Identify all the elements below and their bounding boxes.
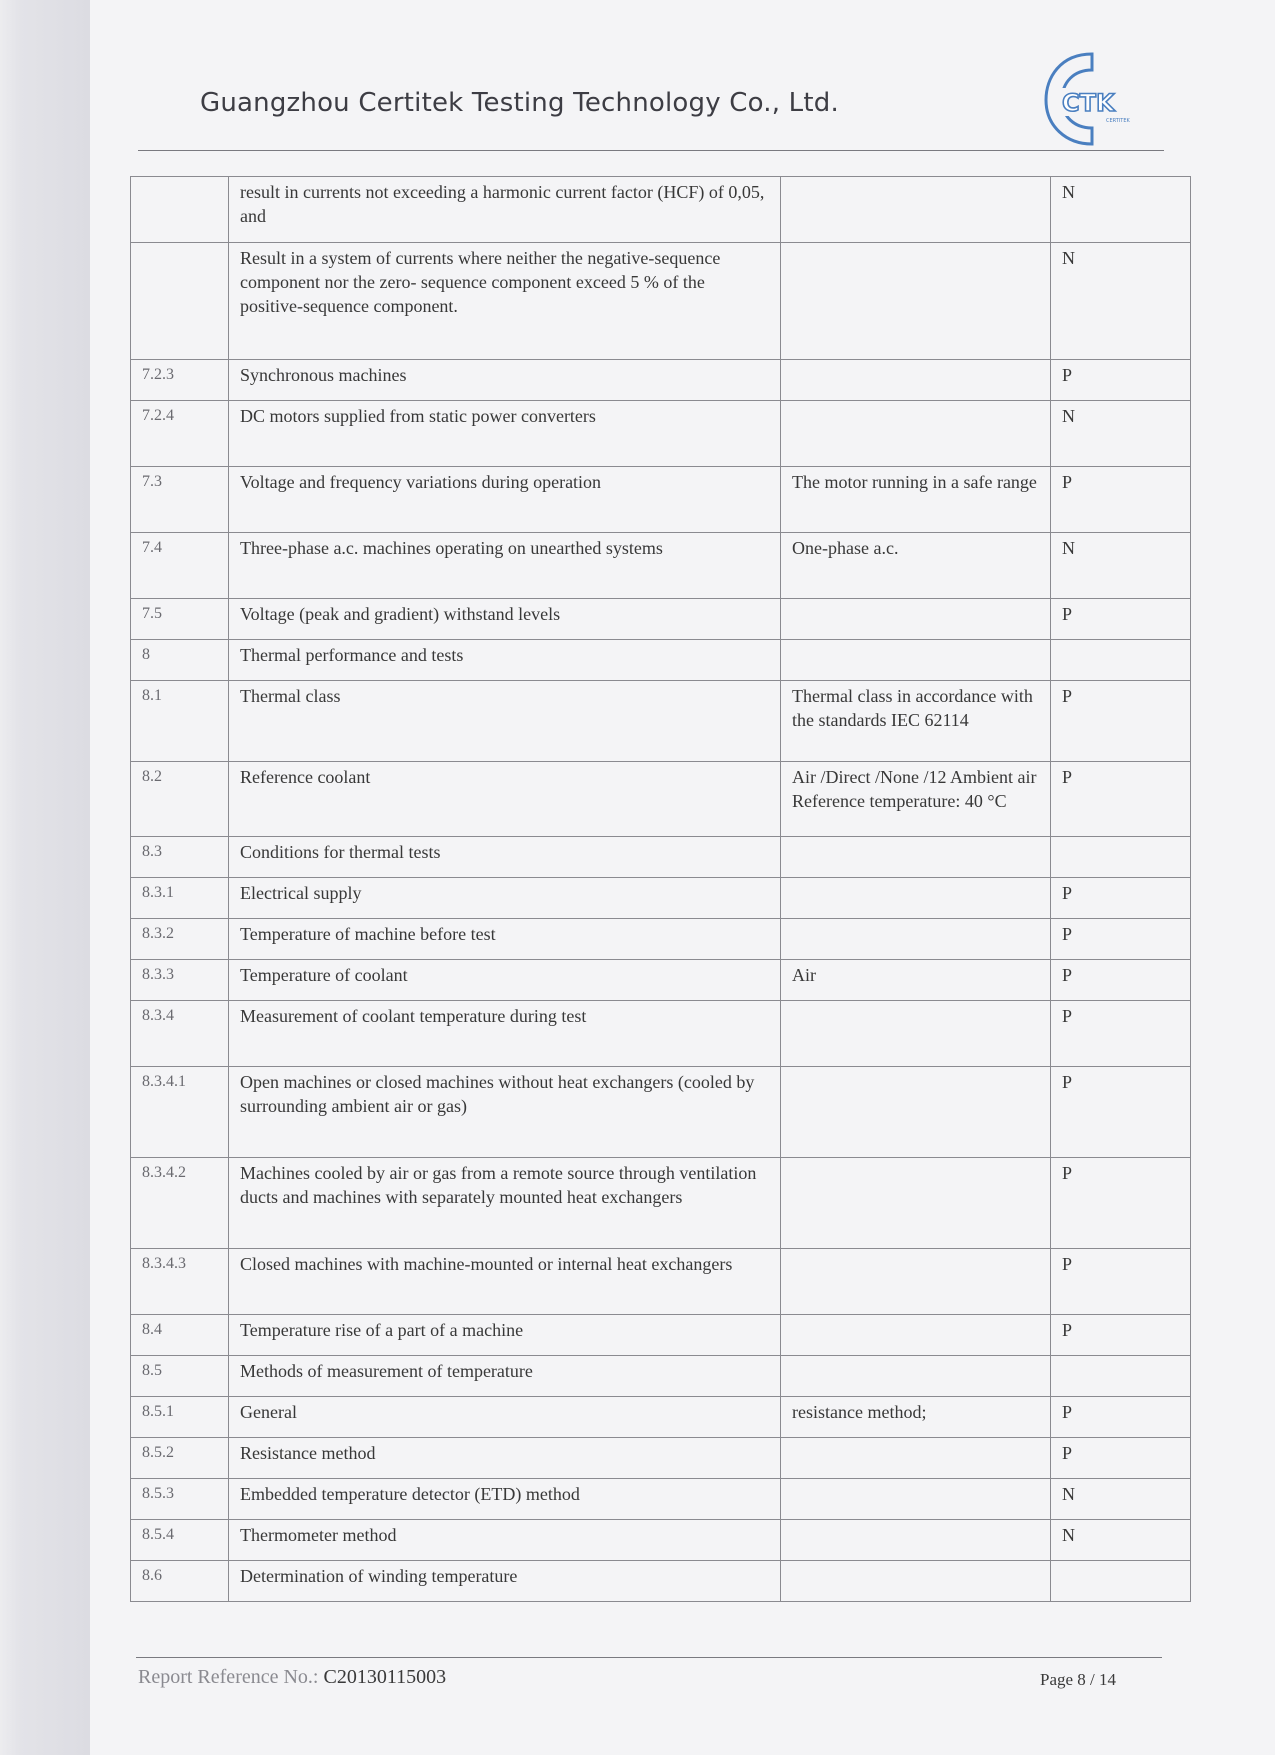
requirement-text: Embedded temperature detector (ETD) method bbox=[229, 1479, 781, 1520]
clause-number: 7.5 bbox=[131, 599, 229, 640]
clause-number: 8.5 bbox=[131, 1356, 229, 1397]
clause-row bbox=[131, 919, 1191, 960]
result-remark bbox=[781, 1520, 1051, 1561]
clause-number: 8.2 bbox=[131, 762, 229, 837]
clause-row bbox=[131, 1249, 1191, 1315]
verdict bbox=[1051, 640, 1191, 681]
result-remark bbox=[781, 1561, 1051, 1602]
requirement-text: Closed machines with machine-mounted or internal heat exchangers bbox=[229, 1249, 781, 1315]
result-remark bbox=[781, 243, 1051, 360]
verdict: P bbox=[1051, 960, 1191, 1001]
verdict: N bbox=[1051, 177, 1191, 243]
result-remark bbox=[781, 1479, 1051, 1520]
result-remark bbox=[781, 1249, 1051, 1315]
logo-text: CTK bbox=[1062, 89, 1115, 117]
clause-number: 8.3.1 bbox=[131, 878, 229, 919]
report-reference-label: Report Reference No.: bbox=[138, 1666, 319, 1688]
result-remark bbox=[781, 919, 1051, 960]
clause-row bbox=[131, 401, 1191, 467]
clause-number: 8 bbox=[131, 640, 229, 681]
requirement-text: Methods of measurement of temperature bbox=[229, 1356, 781, 1397]
result-remark bbox=[781, 1067, 1051, 1158]
requirement-text: Determination of winding temperature bbox=[229, 1561, 781, 1602]
clause-row bbox=[131, 467, 1191, 533]
requirement-text: Three-phase a.c. machines operating on unearthed systems bbox=[229, 533, 781, 599]
verdict: P bbox=[1051, 599, 1191, 640]
requirement-text: Measurement of coolant temperature during test bbox=[229, 1001, 781, 1067]
clause-number: 7.2.4 bbox=[131, 401, 229, 467]
clause-number: 8.3.4.3 bbox=[131, 1249, 229, 1315]
clause-number: 8.6 bbox=[131, 1561, 229, 1602]
report-reference bbox=[138, 1666, 446, 1689]
clause-row bbox=[131, 1438, 1191, 1479]
clause-row bbox=[131, 762, 1191, 837]
result-remark bbox=[781, 177, 1051, 243]
clause-number: 8.3.4 bbox=[131, 1001, 229, 1067]
ctk-logo bbox=[1040, 48, 1150, 150]
clause-row bbox=[131, 1158, 1191, 1249]
verdict: P bbox=[1051, 1158, 1191, 1249]
page-number: Page 8 / 14 bbox=[1040, 1670, 1117, 1689]
company-name: Guangzhou Certitek Testing Technology Co., Ltd. bbox=[200, 88, 839, 118]
header-divider bbox=[138, 150, 1164, 151]
requirement-text: Thermal performance and tests bbox=[229, 640, 781, 681]
verdict: P bbox=[1051, 467, 1191, 533]
result-remark bbox=[781, 360, 1051, 401]
verdict: P bbox=[1051, 1001, 1191, 1067]
verdict: P bbox=[1051, 919, 1191, 960]
verdict bbox=[1051, 837, 1191, 878]
clause-number: 7.2.3 bbox=[131, 360, 229, 401]
verdict: N bbox=[1051, 1520, 1191, 1561]
verdict: P bbox=[1051, 360, 1191, 401]
result-remark bbox=[781, 1356, 1051, 1397]
clause-row bbox=[131, 640, 1191, 681]
verdict: N bbox=[1051, 1479, 1191, 1520]
result-remark bbox=[781, 599, 1051, 640]
clause-row bbox=[131, 1067, 1191, 1158]
footer-divider bbox=[136, 1657, 1162, 1658]
verdict: N bbox=[1051, 243, 1191, 360]
requirement-text: DC motors supplied from static power converters bbox=[229, 401, 781, 467]
requirement-text: result in currents not exceeding a harmonic current factor (HCF) of 0,05, and bbox=[229, 177, 781, 243]
requirement-text: Voltage and frequency variations during operation bbox=[229, 467, 781, 533]
requirement-text: Voltage (peak and gradient) withstand levels bbox=[229, 599, 781, 640]
verdict: P bbox=[1051, 1315, 1191, 1356]
clause-table bbox=[130, 176, 1191, 1602]
result-remark bbox=[781, 1001, 1051, 1067]
requirement-text: General bbox=[229, 1397, 781, 1438]
clause-row bbox=[131, 599, 1191, 640]
result-remark bbox=[781, 401, 1051, 467]
requirement-text: Synchronous machines bbox=[229, 360, 781, 401]
verdict: P bbox=[1051, 681, 1191, 762]
clause-number: 7.3 bbox=[131, 467, 229, 533]
result-remark bbox=[781, 837, 1051, 878]
result-remark bbox=[781, 1438, 1051, 1479]
requirement-text: Thermometer method bbox=[229, 1520, 781, 1561]
result-remark: Air /Direct /None /12 Ambient air Reference temperature: 40 °C bbox=[781, 762, 1051, 837]
requirement-text: Open machines or closed machines without heat exchangers (cooled by surrounding ambient air or gas) bbox=[229, 1067, 781, 1158]
requirement-text: Temperature rise of a part of a machine bbox=[229, 1315, 781, 1356]
clause-row bbox=[131, 960, 1191, 1001]
clause-number: 8.3.3 bbox=[131, 960, 229, 1001]
verdict: N bbox=[1051, 533, 1191, 599]
clause-row bbox=[131, 1520, 1191, 1561]
clause-row bbox=[131, 1315, 1191, 1356]
result-remark: The motor running in a safe range bbox=[781, 467, 1051, 533]
clause-number: 8.5.3 bbox=[131, 1479, 229, 1520]
verdict bbox=[1051, 1356, 1191, 1397]
verdict: P bbox=[1051, 1438, 1191, 1479]
verdict: P bbox=[1051, 878, 1191, 919]
logo-subtext: CERTITEK bbox=[1106, 118, 1130, 124]
requirement-text: Electrical supply bbox=[229, 878, 781, 919]
clause-number: 7.4 bbox=[131, 533, 229, 599]
clause-number: 8.3.4.2 bbox=[131, 1158, 229, 1249]
result-remark bbox=[781, 1158, 1051, 1249]
clause-number bbox=[131, 177, 229, 243]
verdict: N bbox=[1051, 401, 1191, 467]
requirement-text: Resistance method bbox=[229, 1438, 781, 1479]
clause-number: 8.5.2 bbox=[131, 1438, 229, 1479]
result-remark: resistance method; bbox=[781, 1397, 1051, 1438]
clause-number: 8.5.1 bbox=[131, 1397, 229, 1438]
requirement-text: Temperature of machine before test bbox=[229, 919, 781, 960]
clause-row bbox=[131, 837, 1191, 878]
clause-row bbox=[131, 1397, 1191, 1438]
clause-number: 8.5.4 bbox=[131, 1520, 229, 1561]
clause-row bbox=[131, 533, 1191, 599]
clause-row bbox=[131, 681, 1191, 762]
verdict: P bbox=[1051, 762, 1191, 837]
clause-number: 8.4 bbox=[131, 1315, 229, 1356]
requirement-text: Temperature of coolant bbox=[229, 960, 781, 1001]
result-remark: One-phase a.c. bbox=[781, 533, 1051, 599]
clause-row bbox=[131, 1001, 1191, 1067]
clause-number: 8.3.2 bbox=[131, 919, 229, 960]
clause-row bbox=[131, 177, 1191, 243]
verdict: P bbox=[1051, 1249, 1191, 1315]
report-reference-number: C20130115003 bbox=[323, 1666, 447, 1688]
requirement-text: Reference coolant bbox=[229, 762, 781, 837]
clause-row bbox=[131, 243, 1191, 360]
verdict: P bbox=[1051, 1397, 1191, 1438]
clause-number: 8.3 bbox=[131, 837, 229, 878]
clause-row bbox=[131, 1561, 1191, 1602]
verdict: P bbox=[1051, 1067, 1191, 1158]
requirement-text: Result in a system of currents where neither the negative-sequence component nor the zero- sequence component exceed 5 % of the positive-sequence component. bbox=[229, 243, 781, 360]
requirement-text: Thermal class bbox=[229, 681, 781, 762]
clause-number: 8.1 bbox=[131, 681, 229, 762]
clause-row bbox=[131, 1356, 1191, 1397]
clause-row bbox=[131, 1479, 1191, 1520]
clause-number bbox=[131, 243, 229, 360]
result-remark: Thermal class in accordance with the standards IEC 62114 bbox=[781, 681, 1051, 762]
requirement-text: Conditions for thermal tests bbox=[229, 837, 781, 878]
verdict bbox=[1051, 1561, 1191, 1602]
result-remark bbox=[781, 1315, 1051, 1356]
clause-number: 8.3.4.1 bbox=[131, 1067, 229, 1158]
clause-row bbox=[131, 878, 1191, 919]
clause-row bbox=[131, 360, 1191, 401]
result-remark bbox=[781, 640, 1051, 681]
result-remark: Air bbox=[781, 960, 1051, 1001]
requirement-text: Machines cooled by air or gas from a remote source through ventilation ducts and machines with separately mounted heat exchangers bbox=[229, 1158, 781, 1249]
result-remark bbox=[781, 878, 1051, 919]
